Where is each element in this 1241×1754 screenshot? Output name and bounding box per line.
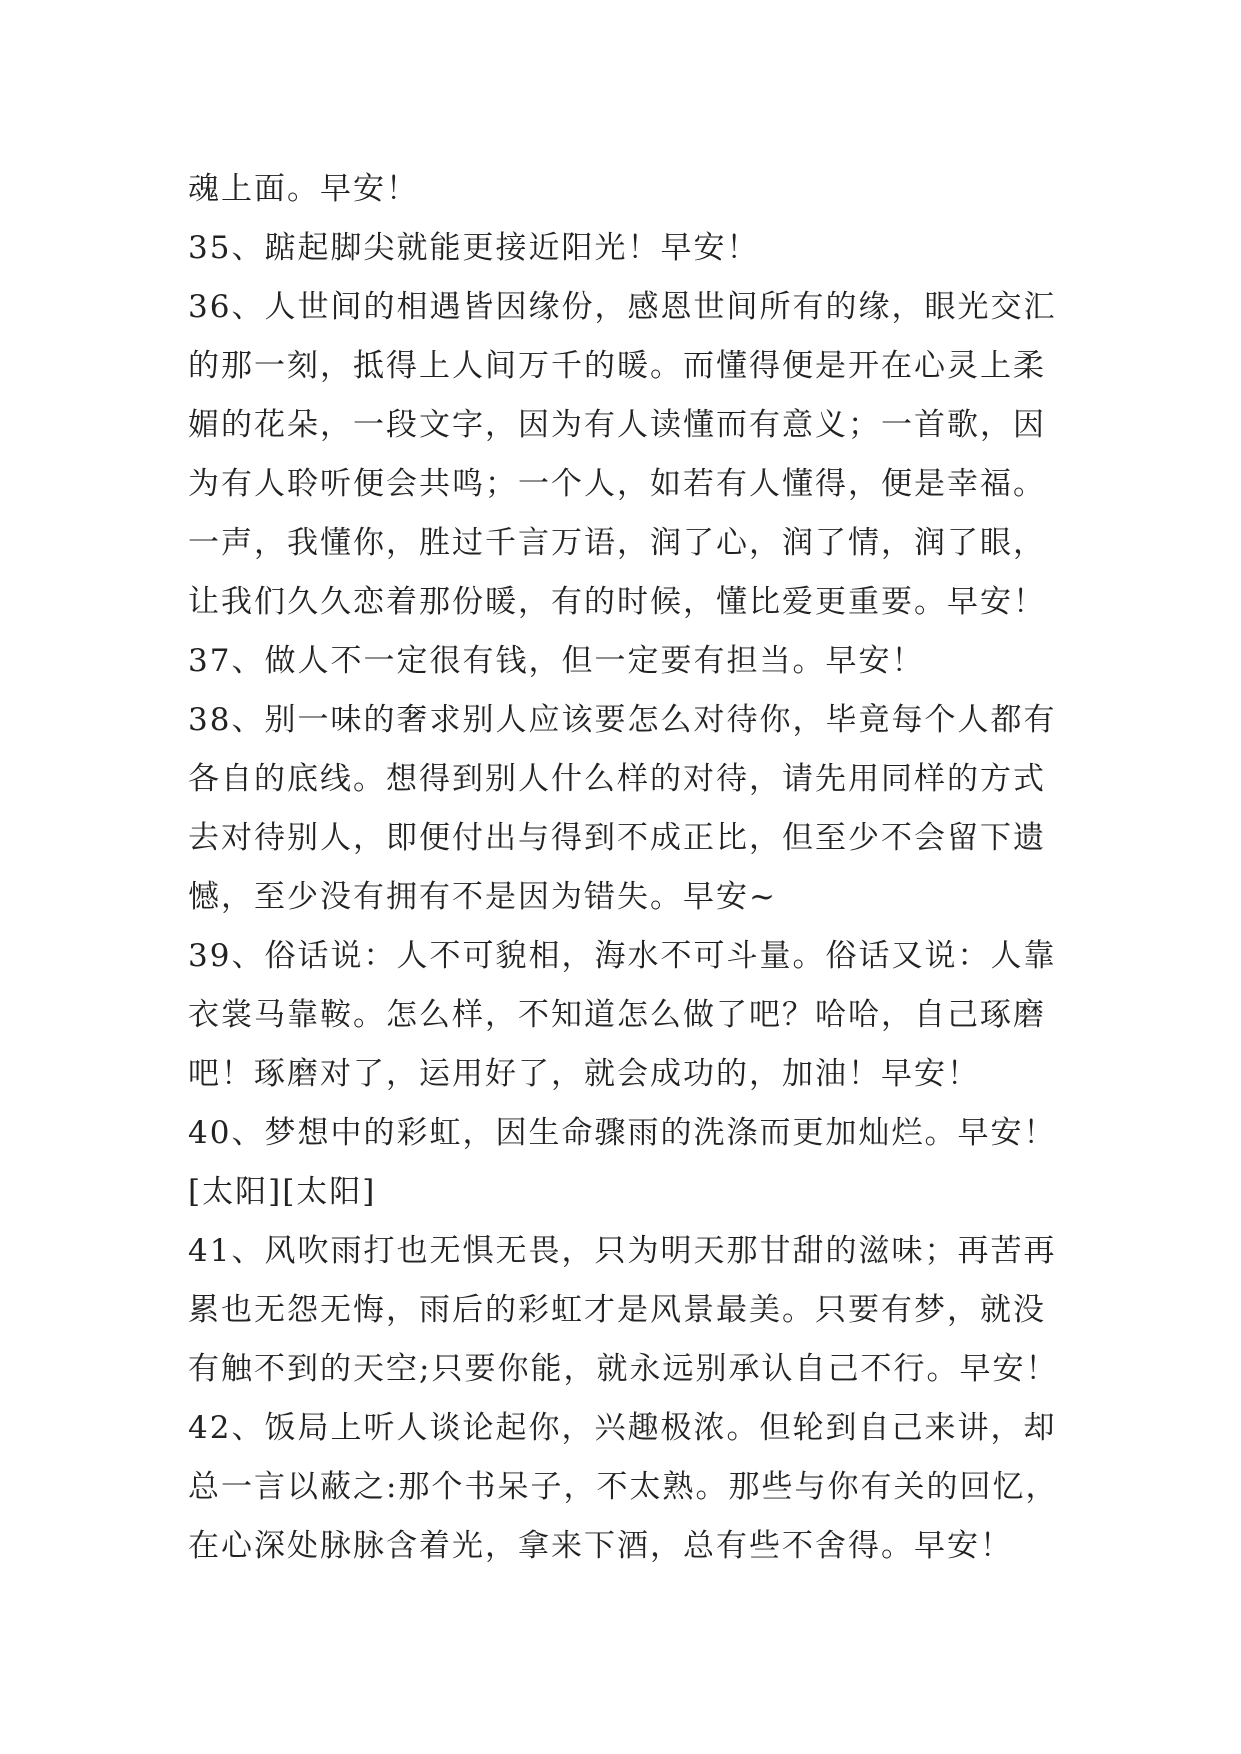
text-line: 37、做人不一定很有钱，但一定要有担当。早安！ — [188, 643, 925, 679]
text-line: 总一言以蔽之:那个书呆子，不太熟。那些与你有关的回忆， — [188, 1469, 1059, 1505]
text-line: 39、俗话说：人不可貌相，海水不可斗量。俗话又说：人靠 — [188, 938, 1057, 974]
text-line: [太阳][太阳] — [188, 1174, 377, 1210]
text-line: 41、风吹雨打也无惧无畏，只为明天那甘甜的滋味；再苦再 — [188, 1233, 1057, 1269]
text-line: 吧！琢磨对了，运用好了，就会成功的，加油！早安！ — [188, 1056, 980, 1092]
text-line: 一声，我懂你，胜过千言万语，润了心，润了情，润了眼， — [188, 525, 1046, 561]
text-line: 40、梦想中的彩虹，因生命骤雨的洗涤而更加灿烂。早安！ — [188, 1115, 1057, 1151]
text-line: 衣裳马靠鞍。怎么样，不知道怎么做了吧？哈哈，自己琢磨 — [188, 997, 1046, 1033]
text-line: 42、饭局上听人谈论起你，兴趣极浓。但轮到自己来讲，却 — [188, 1410, 1057, 1446]
text-line: 媚的花朵，一段文字，因为有人读懂而有意义；一首歌，因 — [188, 407, 1046, 443]
text-line: 累也无怨无悔，雨后的彩虹才是风景最美。只要有梦，就没 — [188, 1292, 1046, 1328]
text-line: 有触不到的天空;只要你能，就永远别承认自己不行。早安！ — [188, 1351, 1059, 1387]
text-line: 魂上面。早安！ — [188, 171, 419, 207]
text-line: 的那一刻，抵得上人间万千的暖。而懂得便是开在心灵上柔 — [188, 348, 1046, 384]
text-line: 让我们久久恋着那份暖，有的时候，懂比爱更重要。早安！ — [188, 584, 1046, 620]
text-line: 36、人世间的相遇皆因缘份，感恩世间所有的缘，眼光交汇 — [188, 289, 1057, 325]
document-body — [188, 160, 1088, 1576]
text-line: 在心深处脉脉含着光，拿来下酒，总有些不舍得。早安！ — [188, 1528, 1013, 1564]
text-line: 各自的底线。想得到别人什么样的对待，请先用同样的方式 — [188, 761, 1046, 797]
text-line: 35、踮起脚尖就能更接近阳光！早安！ — [188, 230, 760, 266]
text-line: 为有人聆听便会共鸣；一个人，如若有人懂得，便是幸福。 — [188, 466, 1046, 502]
text-line: 去对待别人，即便付出与得到不成正比，但至少不会留下遗 — [188, 820, 1046, 856]
text-line: 38、别一味的奢求别人应该要怎么对待你，毕竟每个人都有 — [188, 702, 1057, 738]
text-line: 憾，至少没有拥有不是因为错失。早安~ — [188, 879, 777, 915]
